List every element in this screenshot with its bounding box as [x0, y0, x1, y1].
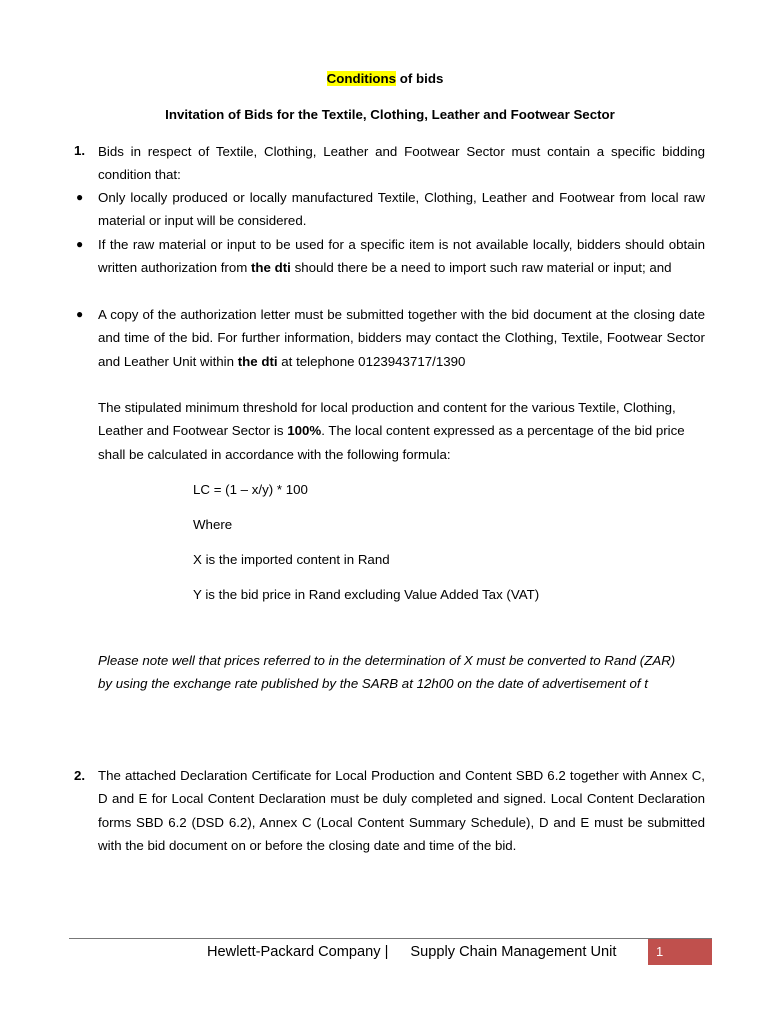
- page-number: 1: [656, 944, 664, 959]
- bullet-marker: ●: [76, 307, 84, 321]
- bullet-3-pre: A copy of the authorization letter must be submitted together with the bid document at the closing date and time of the bid. For further information, bidders may contact the Clothing, Textile, Footwear Sector and Leather Unit within: [98, 307, 705, 369]
- exchange-rate-note: Please note well that prices referred to in the determination of X must be converted to Rand (ZAR) by using the exchange rate published by the SARB at 12h00 on the date of advertisement of t: [98, 653, 676, 692]
- footer-text: [207, 944, 616, 960]
- bullet-marker: ●: [76, 190, 84, 204]
- threshold-paragraph: [98, 396, 698, 466]
- page-title: [0, 71, 770, 86]
- threshold-post: . The local content expressed as a percentage of the bid price shall be calculated in accordance with the following formula:: [98, 423, 685, 462]
- footer-unit: Supply Chain Management Unit: [410, 944, 617, 960]
- bullet-marker: ●: [76, 237, 84, 251]
- formula: LC = (1 – x/y) * 100: [193, 482, 308, 497]
- section-1-intro: Bids in respect of Textile, Clothing, Leather and Footwear Sector must contain a specific bidding condition that:: [98, 144, 705, 183]
- footer-divider: [69, 938, 712, 939]
- title-rest: of bids: [396, 71, 444, 86]
- y-definition: Y is the bid price in Rand excluding Value Added Tax (VAT): [193, 587, 540, 602]
- bullet-2-text: [98, 233, 705, 280]
- formula-where: Where: [193, 517, 233, 532]
- footer-company: Hewlett-Packard Company |: [207, 944, 389, 960]
- bullet-2-post: should there be a need to import such raw material or input; and: [290, 260, 672, 276]
- bullet-3-text: [98, 303, 705, 373]
- section-2-text: The attached Declaration Certificate for Local Production and Content SBD 6.2 together with Annex C, D and E for Local Content Declaration must be duly completed and signed. Local Content Declaration forms SBD 6.2 (DSD 6.2), Annex C (Local Content Summary Schedule), D and E must be submitted with the bid document on or before the closing date and time of the bid.: [98, 768, 705, 853]
- bullet-1-text: Only locally produced or locally manufactured Textile, Clothing, Leather and Footwear from local raw material or input will be considered.: [98, 190, 705, 229]
- threshold-pre: The stipulated minimum threshold for local production and content for the various Textile, Clothing, Leather and Footwear Sector is: [98, 400, 676, 439]
- section-2-number: 2.: [74, 768, 86, 783]
- bullet-3-post: at telephone 0123943717/1390: [277, 353, 466, 369]
- threshold-bold: 100%: [287, 423, 322, 439]
- section-1-number: 1.: [74, 143, 86, 158]
- page-subtitle: Invitation of Bids for the Textile, Clothing, Leather and Footwear Sector: [165, 107, 615, 122]
- bullet-3-bold: the dti: [237, 353, 278, 369]
- page-number-badge: [648, 939, 712, 965]
- title-highlight: Conditions: [326, 71, 397, 86]
- bullet-2-pre: If the raw material or input to be used for a specific item is not available locally, bidders should obtain written authorization from: [98, 237, 705, 276]
- bullet-2-bold: the dti: [250, 260, 291, 276]
- x-definition: X is the imported content in Rand: [193, 552, 390, 567]
